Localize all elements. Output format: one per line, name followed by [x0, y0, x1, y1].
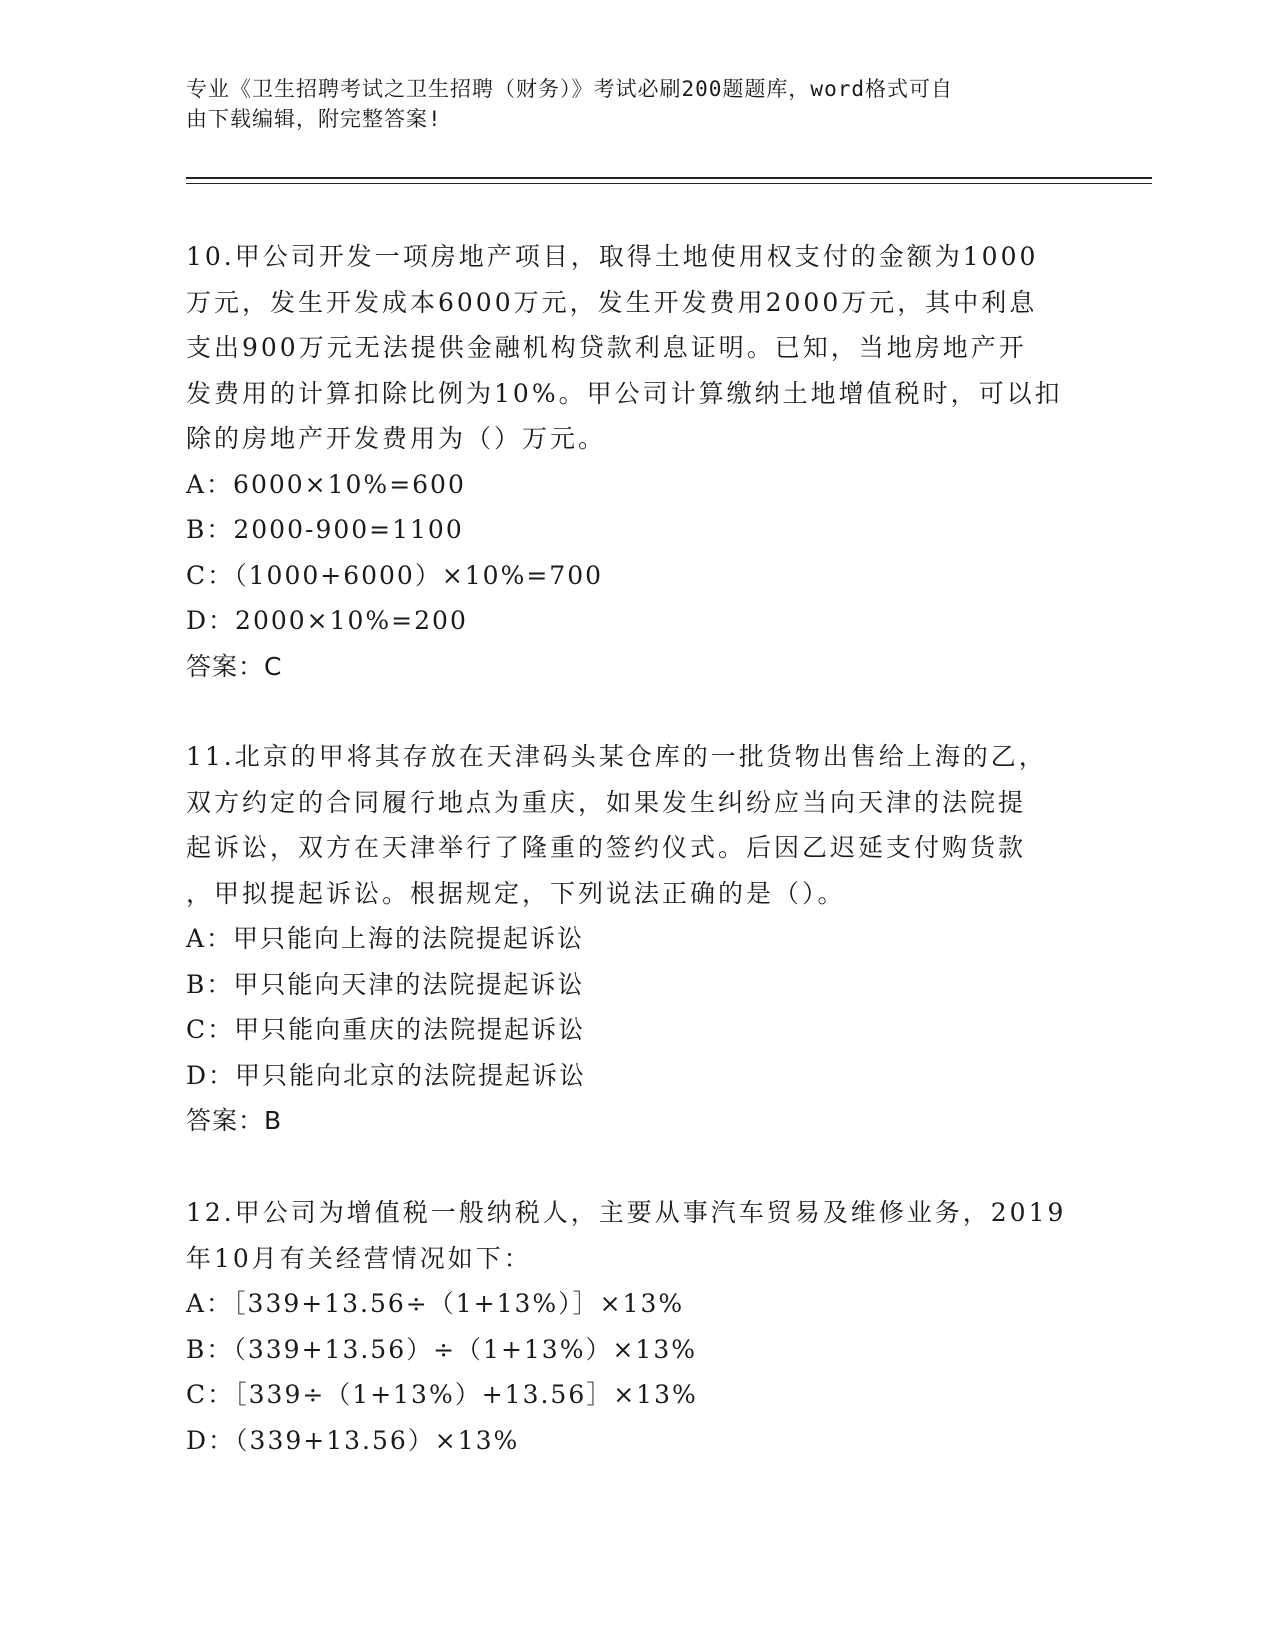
header-divider-bottom — [186, 183, 1152, 184]
stem-line: 11.北京的甲将其存放在天津码头某仓库的一批货物出售给上海的乙， — [186, 742, 1047, 771]
option-b: B：（339+13.56）÷（1+13%）×13% — [186, 1334, 697, 1364]
stem-line: 发费用的计算扣除比例为10%。甲公司计算缴纳土地增值税时，可以扣 — [186, 378, 1063, 408]
stem-line: 万元，发生开发成本6000万元，发生开发费用2000万元，其中利息 — [186, 287, 1038, 317]
header-divider-top — [186, 177, 1152, 179]
stem-line: 起诉讼，双方在天津举行了隆重的签约仪式。后因乙迟延支付购货款 — [186, 833, 1027, 862]
header-line-1: 专业《卫生招聘考试之卫生招聘（财务）》考试必刷200题题库，word格式可自 — [186, 77, 953, 101]
option-a: A：甲只能向上海的法院提起诉讼 — [186, 924, 585, 953]
question-stem — [186, 234, 1086, 462]
stem-line: 12.甲公司为增值税一般纳税人，主要从事汽车贸易及维修业务，2019 — [186, 1198, 1067, 1227]
option-a: A：［339+13.56÷（1+13%）］×13% — [186, 1289, 685, 1318]
question-stem — [186, 734, 1086, 916]
question-11 — [186, 734, 1086, 1144]
document-header — [186, 74, 1066, 134]
option-d: D：2000×10%=200 — [186, 606, 468, 635]
stem-line: 年10月有关经营情况如下： — [186, 1243, 532, 1273]
stem-line: 除的房地产开发费用为（）万元。 — [186, 424, 607, 453]
question-stem — [186, 1190, 1086, 1281]
option-c: C：［339÷（1+13%）+13.56］×13% — [186, 1380, 698, 1409]
option-c: C：甲只能向重庆的法院提起诉讼 — [186, 1015, 586, 1044]
stem-line: 10.甲公司开发一项房地产项目，取得土地使用权支付的金额为1000 — [186, 242, 1039, 271]
answer: 答案：B — [186, 1106, 283, 1135]
option-b: B：甲只能向天津的法院提起诉讼 — [186, 969, 585, 999]
option-d: D：甲只能向北京的法院提起诉讼 — [186, 1060, 587, 1090]
header-line-2: 由下载编辑，附完整答案! — [186, 107, 442, 131]
question-12 — [186, 1190, 1086, 1463]
question-10 — [186, 234, 1086, 690]
option-b: B：2000-900=1100 — [186, 515, 464, 544]
stem-line: 双方约定的合同履行地点为重庆，如果发生纠纷应当向天津的法院提 — [186, 787, 1027, 817]
option-c: C：（1000+6000）×10%=700 — [186, 560, 604, 590]
answer: 答案：C — [186, 651, 283, 681]
option-d: D：（339+13.56）×13% — [186, 1425, 520, 1455]
stem-line: 支出900万元无法提供金融机构贷款利息证明。已知，当地房地产开 — [186, 333, 1027, 362]
stem-line: ，甲拟提起诉讼。根据规定，下列说法正确的是（）。 — [186, 878, 846, 908]
option-a: A：6000×10%=600 — [186, 469, 466, 499]
